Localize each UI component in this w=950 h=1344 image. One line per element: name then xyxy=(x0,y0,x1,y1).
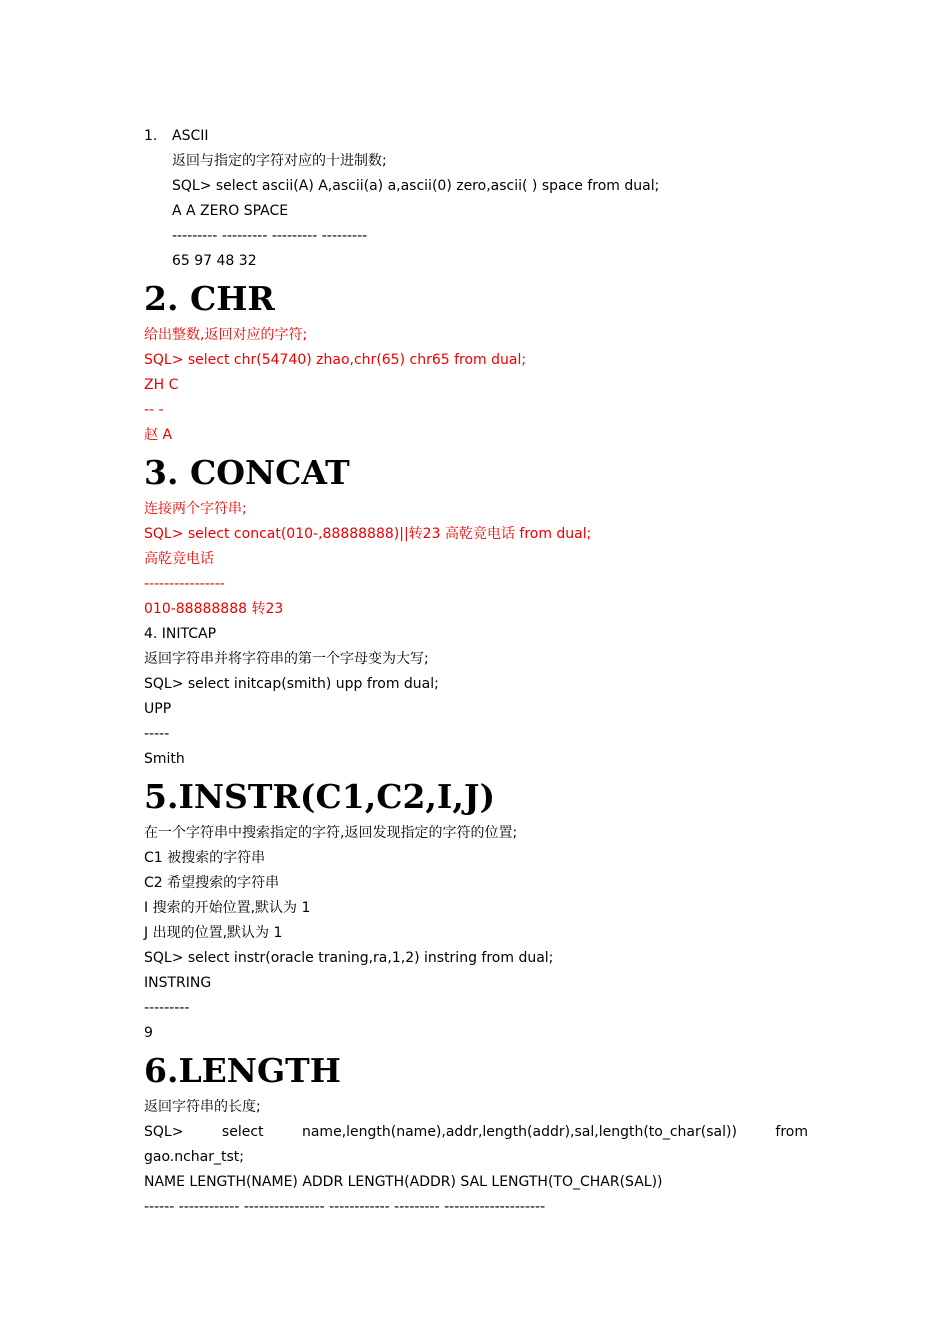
section-4-line: UPP xyxy=(144,701,172,717)
section-6-separator: ------ ------------ ---------------- ------------ --------- -------------------- xyxy=(144,1199,546,1215)
sql-word: select xyxy=(221,1124,264,1140)
section-6-sql-line xyxy=(144,1120,808,1145)
section-5-line: J 出现的位置,默认为 1 xyxy=(144,925,283,941)
section-4-title: 4. INITCAP xyxy=(144,626,217,642)
section-5-line: INSTRING xyxy=(144,975,212,991)
section-1-line: 65 97 48 32 xyxy=(172,253,257,269)
section-1-heading xyxy=(144,124,808,149)
section-2-line: SQL> select chr(54740) zhao,chr(65) chr65 from dual; xyxy=(144,352,527,368)
section-1-line: --------- --------- --------- --------- xyxy=(172,228,368,244)
section-5-line: C1 被搜索的字符串 xyxy=(144,850,266,866)
section-6-sql-continuation: gao.nchar_tst; xyxy=(144,1149,245,1165)
sql-word: name,length(name),addr,length(addr),sal,length(to_char(sal)) xyxy=(301,1124,737,1140)
section-5-line: I 搜索的开始位置,默认为 1 xyxy=(144,900,311,916)
section-5-line: 在一个字符串中搜索指定的字符,返回发现指定的字符的位置; xyxy=(144,825,518,841)
section-5-line: --------- xyxy=(144,1000,190,1016)
section-2-line: 给出整数,返回对应的字符; xyxy=(144,327,308,343)
section-1-title: ASCII xyxy=(172,128,209,144)
section-4-line: 返回字符串并将字符串的第一个字母变为大写; xyxy=(144,651,429,667)
section-5-line: 9 xyxy=(144,1025,153,1041)
section-5-line: C2 希望搜索的字符串 xyxy=(144,875,280,891)
section-4-line: SQL> select initcap(smith) upp from dual; xyxy=(144,676,439,692)
section-5-line: SQL> select instr(oracle traning,ra,1,2) instring from dual; xyxy=(144,950,554,966)
section-2-title: 2. CHR xyxy=(144,279,275,318)
section-4-line: ----- xyxy=(144,726,170,742)
section-6-description: 返回字符串的长度; xyxy=(144,1099,261,1115)
section-1-line: 返回与指定的字符对应的十进制数; xyxy=(172,153,387,169)
section-3-line: 010-88888888 转23 xyxy=(144,601,284,617)
section-2-line: -- - xyxy=(144,402,164,418)
section-4-line: Smith xyxy=(144,751,185,767)
section-2-line: ZH C xyxy=(144,377,179,393)
section-1-line: SQL> select ascii(A) A,ascii(a) a,ascii(0) zero,ascii( ) space from dual; xyxy=(172,178,660,194)
section-6-title: 6.LENGTH xyxy=(144,1051,341,1090)
section-5-title: 5.INSTR(C1,C2,I,J) xyxy=(144,777,496,816)
section-3-line: ---------------- xyxy=(144,576,225,592)
section-3-line: 高乾竞电话 xyxy=(144,551,214,567)
section-3-line: SQL> select concat(010-,88888888)||转23 高乾竞电话 from dual; xyxy=(144,526,592,542)
section-3-line: 连接两个字符串; xyxy=(144,501,247,517)
section-1-line: A A ZERO SPACE xyxy=(172,203,289,219)
section-2-line: 赵 A xyxy=(144,427,173,443)
section-1-number: 1. xyxy=(144,128,158,144)
document-content xyxy=(144,124,808,1220)
sql-word: from xyxy=(775,1124,808,1140)
section-6-result-header: NAME LENGTH(NAME) ADDR LENGTH(ADDR) SAL LENGTH(TO_CHAR(SAL)) xyxy=(144,1174,663,1190)
sql-word: SQL> xyxy=(144,1124,184,1140)
section-3-title: 3. CONCAT xyxy=(144,453,350,492)
